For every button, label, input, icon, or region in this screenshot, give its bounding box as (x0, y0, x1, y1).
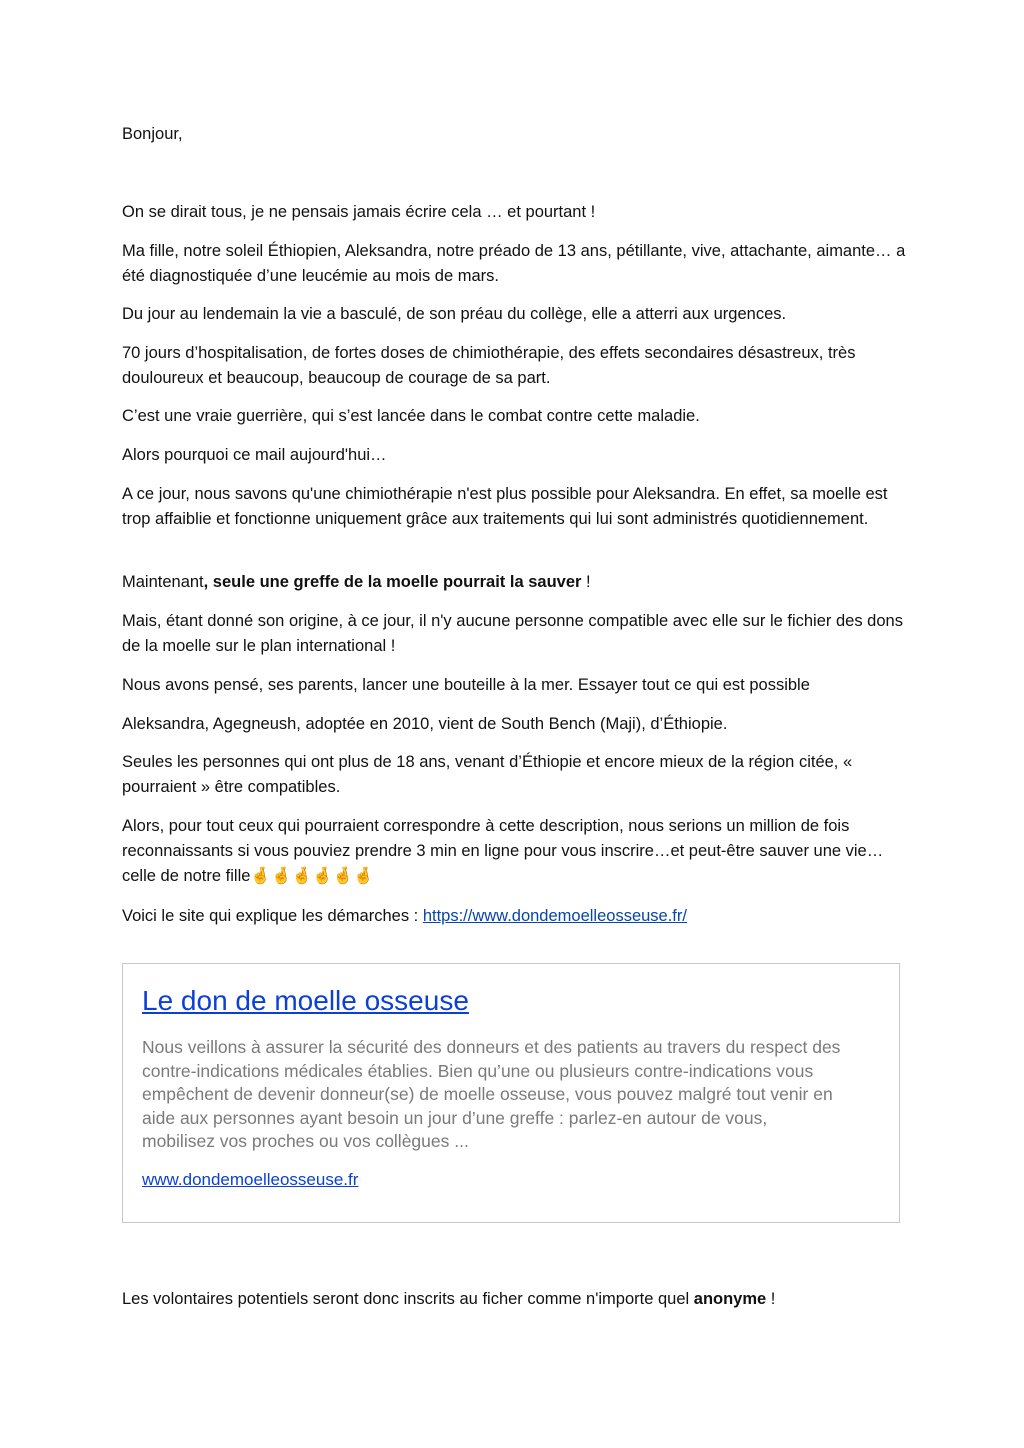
paragraph-14 (122, 904, 912, 929)
paragraph-4: 70 jours d’hospitalisation, de fortes doses de chimiothérapie, des effets secondaires désastreux, très douloureux et beaucoup, beaucoup de courage de sa part. (122, 344, 856, 387)
paragraph-9: Mais, étant donné son origine, à ce jour, il n'y aucune personne compatible avec elle sur le fichier des dons de la moelle sur le plan international ! (122, 612, 903, 655)
paragraph-15-start: Les volontaires potentiels seront donc inscrits au ficher comme n'importe quel (122, 1290, 694, 1308)
paragraph-8 (122, 570, 912, 595)
paragraph-15-emphasis: anonyme (693, 1290, 767, 1308)
preview-url-link[interactable]: www.dondemoelleosseuse.fr (142, 1170, 359, 1189)
paragraph-8-end: ! (581, 573, 591, 591)
crossed-fingers-icon: 🤞🤞🤞🤞🤞🤞 (250, 867, 374, 885)
paragraph-14-text: Voici le site qui explique les démarches : (122, 907, 423, 925)
paragraph-2: Ma fille, notre soleil Éthiopien, Aleksandra, notre préado de 13 ans, pétillante, vive, attachante, aimante… a été diagnostiquée d’une leucémie au mois de mars. (122, 242, 906, 285)
paragraph-3: Du jour au lendemain la vie a basculé, de son préau du collège, elle a atterri aux urgences. (122, 305, 787, 323)
paragraph-5: C’est une vraie guerrière, qui s’est lancée dans le combat contre cette maladie. (122, 407, 700, 425)
paragraph-13 (122, 814, 912, 889)
paragraph-1: On se dirait tous, je ne pensais jamais écrire cela … et pourtant ! (122, 203, 596, 221)
site-link[interactable]: https://www.dondemoelleosseuse.fr/ (422, 907, 687, 925)
paragraph-15 (122, 1287, 912, 1312)
paragraph-8-emphasis: , seule une greffe de la moelle pourrait la sauver (203, 573, 582, 591)
paragraph-6: Alors pourquoi ce mail aujourd'hui… (122, 446, 387, 464)
link-preview-card[interactable] (122, 963, 900, 1223)
paragraph-13-text: Alors, pour tout ceux qui pourraient correspondre à cette description, nous serions un million de fois reconnaissants si vous pouviez prendre 3 min en ligne pour vous inscrire…et peut-être sauver une vie…celle de notre fille (122, 817, 884, 885)
greeting: Bonjour, (122, 125, 183, 143)
paragraph-7: A ce jour, nous savons qu'une chimiothérapie n'est plus possible pour Aleksandra. En effet, sa moelle est trop affaiblie et fonctionne uniquement grâce aux traitements qui lui sont administrés quotidiennement. (122, 485, 888, 528)
preview-title-link[interactable]: Le don de moelle osseuse (142, 985, 469, 1016)
preview-description: Nous veillons à assurer la sécurité des donneurs et des patients au travers du respect des contre-indications médicales établies. Bien qu’une ou plusieurs contre-indications vous empêchent de devenir donneur(se) de moelle osseuse, vous pouvez malgré tout venir en aide aux personnes ayant besoin un jour d’une greffe : parlez-en autour de vous, mobilisez vos proches ou vos collègues ... (142, 1037, 841, 1151)
paragraph-11: Aleksandra, Agegneush, adoptée en 2010, vient de South Bench (Maji), d’Éthiopie. (122, 715, 728, 733)
paragraph-12: Seules les personnes qui ont plus de 18 ans, venant d’Éthiopie et encore mieux de la région citée, « pourraient » être compatibles. (122, 753, 853, 796)
paragraph-15-end: ! (766, 1290, 776, 1308)
paragraph-10: Nous avons pensé, ses parents, lancer une bouteille à la mer. Essayer tout ce qui est possible (122, 676, 810, 694)
paragraph-8-start: Maintenant (122, 573, 204, 591)
